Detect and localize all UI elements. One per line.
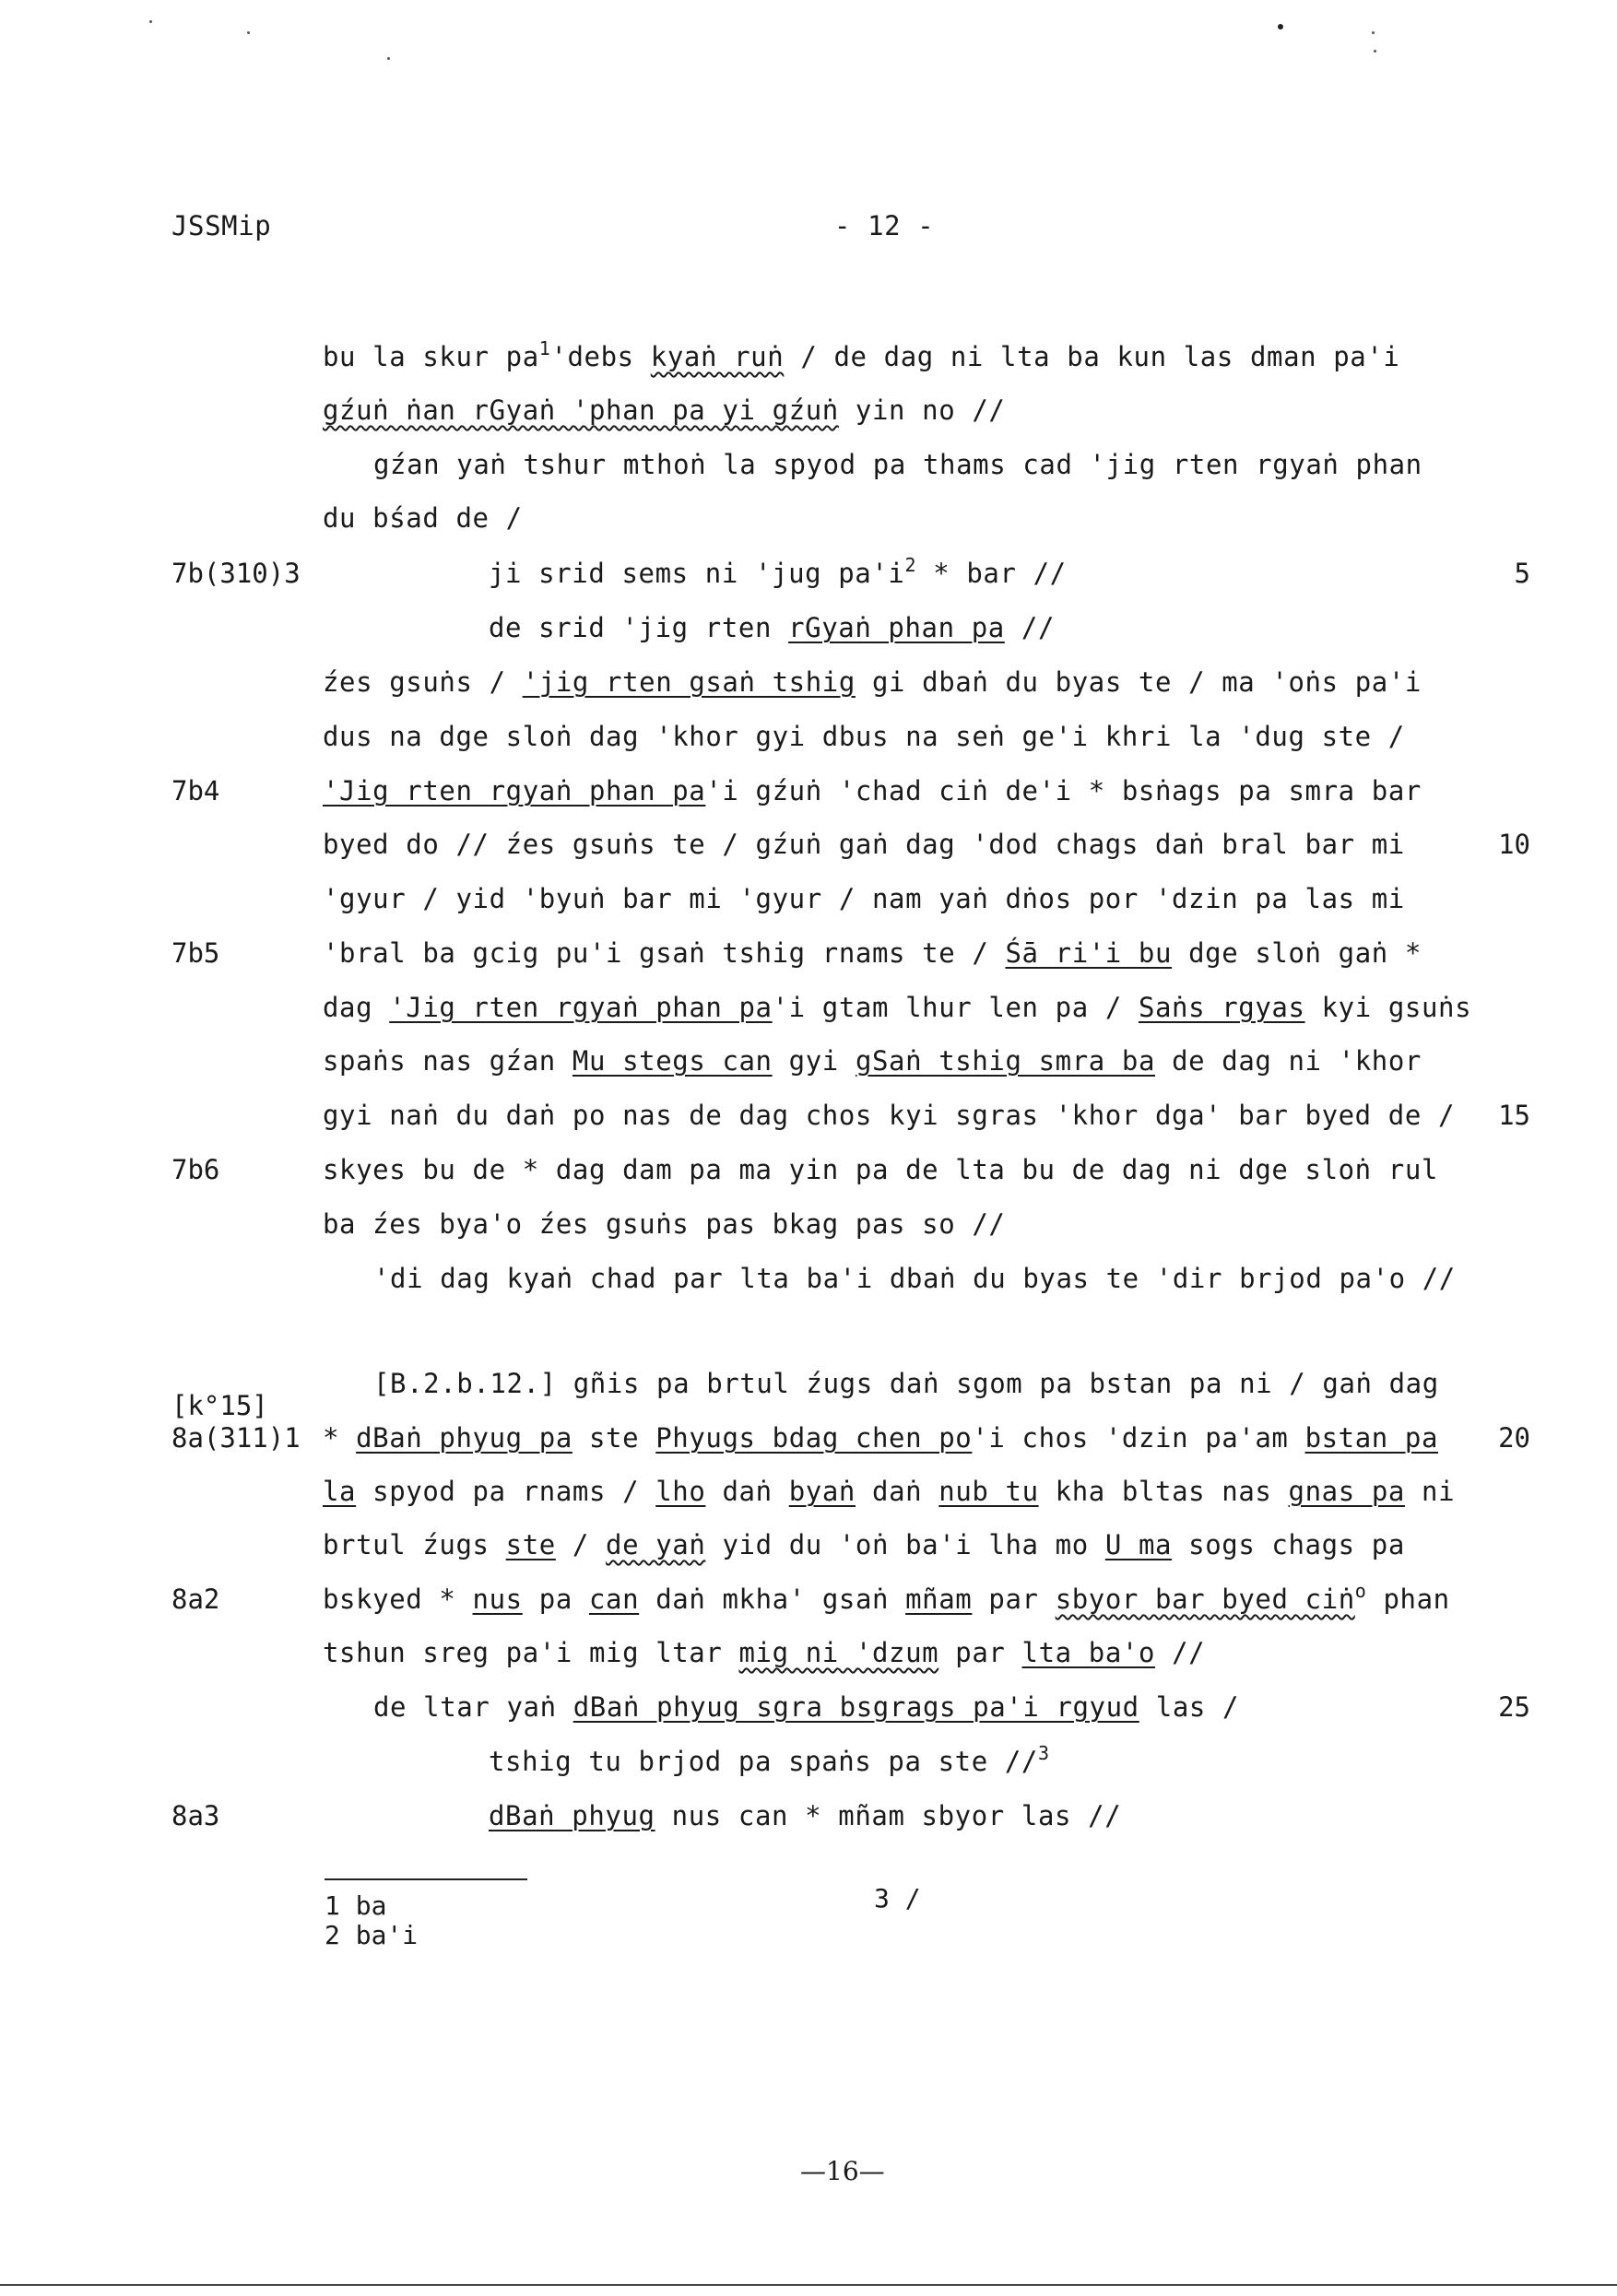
text-segment: de srid 'jig rten	[489, 612, 789, 643]
underlined-term: la	[323, 1476, 357, 1507]
text-segment: las /	[1139, 1691, 1240, 1723]
footnote-continuation: 3 /	[874, 1883, 921, 1913]
footnote-2: 2 ba'i	[325, 1920, 419, 1950]
text-segment: bskyed *	[323, 1584, 473, 1615]
text-line	[323, 1100, 1455, 1131]
text-segment: yin no //	[838, 394, 1006, 426]
text-line	[489, 554, 1067, 589]
underlined-term: can	[588, 1584, 640, 1615]
text-segment: gyi	[772, 1045, 856, 1077]
text-line	[323, 1637, 1205, 1668]
text-line	[489, 1742, 1050, 1777]
text-line	[373, 1263, 1456, 1294]
line-number: 25	[1498, 1691, 1530, 1723]
underlined-term: lho	[655, 1476, 706, 1507]
text-line	[373, 1691, 1239, 1723]
text-line	[323, 721, 1405, 752]
text-line	[323, 1580, 1450, 1615]
underlined-term: lta ba'o	[1021, 1637, 1156, 1668]
text-line	[323, 1154, 1438, 1185]
scan-speck	[247, 31, 250, 34]
text-segment: 'bral ba gcig pu'i gsaṅ tshig rnams te /	[323, 937, 1006, 969]
folio-reference: 7b5	[171, 937, 220, 969]
underlined-term: sbyor bar byed ciṅ	[1055, 1584, 1355, 1615]
underlined-term: de yaṅ	[606, 1529, 706, 1560]
text-segment: spyod pa rnams /	[356, 1476, 656, 1507]
folio-reference: 7b6	[171, 1154, 220, 1185]
text-segment: du bśad de /	[323, 502, 523, 534]
text-segment: 'gyur / yid 'byuṅ bar mi 'gyur / nam yaṅ dṅos por 'dzin pa las mi	[323, 883, 1405, 914]
text-segment: skyes bu de * dag dam pa ma yin pa de lta bu de dag ni dge sloṅ rul	[323, 1154, 1438, 1185]
line-number: 10	[1498, 829, 1530, 860]
underlined-term: 'Jig rten rgyaṅ phan pa	[389, 992, 773, 1023]
text-line	[489, 612, 1055, 643]
text-line	[323, 775, 1422, 807]
scan-speck	[1278, 24, 1283, 29]
folio-reference: 8a3	[171, 1800, 220, 1831]
text-segment: [B.2.b.12.] gñis pa brtul źugs daṅ sgom pa bstan pa ni / gaṅ dag	[373, 1368, 1439, 1399]
text-line	[323, 937, 1422, 969]
page-number: - 12 -	[834, 210, 935, 241]
underlined-term: ste	[505, 1529, 556, 1560]
folio-reference: 8a2	[171, 1584, 220, 1615]
text-line	[323, 992, 1471, 1023]
text-segment: daṅ mkha' gsaṅ	[639, 1584, 906, 1615]
text-line	[323, 394, 1005, 426]
underlined-term: nus	[472, 1584, 523, 1615]
footnote-1: 1 ba	[325, 1890, 387, 1921]
text-line	[323, 1476, 1455, 1507]
text-segment: ba źes bya'o źes gsuṅs pas bkag pas so //	[323, 1208, 1006, 1240]
footnote-marker: 1	[538, 337, 551, 359]
text-line	[323, 1045, 1422, 1077]
text-segment: par	[972, 1584, 1056, 1615]
underlined-term: gnas pa	[1288, 1476, 1405, 1507]
scan-speck	[149, 20, 152, 23]
text-segment: kyi gsuṅs	[1304, 992, 1472, 1023]
underlined-term: dBaṅ phyug	[489, 1800, 655, 1831]
text-segment: dus na dge sloṅ dag 'khor gyi dbus na seṅ ge'i khri la 'dug ste /	[323, 721, 1405, 752]
underlined-term: dBaṅ phyug sgra bsgrags pa'i rgyud	[572, 1691, 1139, 1723]
text-segment: yid du 'oṅ ba'i lha mo	[705, 1529, 1105, 1560]
underlined-term: U ma	[1104, 1529, 1173, 1560]
text-line	[323, 1529, 1405, 1560]
text-segment: nus can * mñam sbyor las //	[655, 1800, 1122, 1831]
text-segment: gźan yaṅ tshur mthoṅ la spyod pa thams cad 'jig rten rgyaṅ phan	[373, 449, 1422, 480]
text-segment: ste	[572, 1422, 656, 1454]
text-segment: dge sloṅ gaṅ *	[1172, 937, 1422, 969]
footnote-marker: 3	[1037, 1742, 1050, 1764]
underlined-term: 'Jig rten rgyaṅ phan pa	[323, 775, 706, 807]
underlined-term: Mu stegs can	[572, 1045, 773, 1077]
running-head: JSSMip	[171, 210, 272, 241]
underlined-term: byaṅ	[788, 1476, 856, 1507]
text-segment: par	[938, 1637, 1022, 1668]
text-line	[323, 666, 1422, 698]
underlined-term: bstan pa	[1304, 1422, 1439, 1454]
text-segment: 'di dag kyaṅ chad par lta ba'i dbaṅ du byas te 'dir brjod pa'o //	[373, 1263, 1456, 1294]
underlined-term: kyaṅ ruṅ	[650, 341, 785, 372]
underlined-term: 'jig rten gsaṅ tshig	[522, 666, 856, 698]
underlined-term: Saṅs rgyas	[1138, 992, 1305, 1023]
text-segment: tshig tu brjod pa spaṅs pa ste //	[489, 1746, 1038, 1777]
underlined-term: gSaṅ tshig smra ba	[855, 1045, 1156, 1077]
underlined-term: rGyaṅ phan pa	[788, 612, 1005, 643]
line-number: 20	[1498, 1422, 1530, 1454]
text-segment: daṅ	[855, 1476, 939, 1507]
text-segment: de ltar yaṅ	[373, 1691, 573, 1723]
text-segment: *	[323, 1422, 357, 1454]
text-segment: sogs chags pa	[1172, 1529, 1405, 1560]
text-line	[323, 337, 1400, 372]
text-segment: //	[1004, 612, 1056, 643]
folio-reference: 7b4	[171, 775, 220, 807]
text-segment: 'i gtam lhur len pa /	[772, 992, 1139, 1023]
underlined-term: nub tu	[938, 1476, 1039, 1507]
folio-reference: 8a(311)1	[171, 1422, 301, 1454]
underlined-term: mig ni 'dzum	[738, 1637, 939, 1668]
text-segment: de dag ni 'khor	[1155, 1045, 1422, 1077]
scan-speck	[1372, 31, 1375, 34]
folio-reference: [k°15]	[171, 1390, 268, 1421]
underlined-term: dBaṅ phyug pa	[356, 1422, 572, 1454]
text-segment: źes gsuṅs /	[323, 666, 523, 698]
text-segment: /	[555, 1529, 607, 1560]
text-segment: tshun sreg pa'i mig ltar	[323, 1637, 739, 1668]
text-segment: pa	[522, 1584, 589, 1615]
text-segment: ni	[1404, 1476, 1456, 1507]
text-segment: phan	[1366, 1584, 1450, 1615]
underlined-term: Phyugs bdag chen po	[655, 1422, 973, 1454]
text-line	[323, 1422, 1438, 1454]
text-segment: dag	[323, 992, 390, 1023]
footnote-rule	[325, 1878, 527, 1880]
page-footer: —16—	[800, 2156, 885, 2186]
text-segment: brtul źugs	[323, 1529, 506, 1560]
text-line	[323, 1208, 1005, 1240]
text-segment: ji srid sems ni 'jug pa'i	[489, 558, 905, 589]
text-line	[323, 883, 1405, 914]
scan-edge-line	[0, 2284, 1617, 2286]
text-segment: gyi naṅ du daṅ po nas de dag chos kyi sgras 'khor dga' bar byed de /	[323, 1100, 1456, 1131]
underlined-term: mñam	[905, 1584, 973, 1615]
folio-reference: 7b(310)3	[171, 558, 301, 589]
underlined-term: gźuṅ ṅan rGyaṅ 'phan pa yi gźuṅ	[323, 394, 839, 426]
text-segment: kha bltas nas	[1038, 1476, 1289, 1507]
text-line	[323, 829, 1405, 860]
scan-speck	[1374, 50, 1376, 53]
underlined-term: Śā ri'i bu	[1005, 937, 1173, 969]
line-number: 15	[1498, 1100, 1530, 1131]
text-segment: 'i chos 'dzin pa'am	[972, 1422, 1305, 1454]
footnote-marker: 2	[904, 554, 917, 576]
text-segment: bu la skur pa	[323, 341, 539, 372]
text-segment: gi dbaṅ du byas te / ma 'oṅs pa'i	[855, 666, 1422, 698]
text-segment: * bar //	[916, 558, 1067, 589]
scan-speck	[387, 57, 390, 60]
text-line	[373, 449, 1422, 480]
text-segment: daṅ	[705, 1476, 789, 1507]
text-line	[373, 1368, 1439, 1399]
footnote-marker: o	[1354, 1580, 1367, 1602]
text-segment: 'debs	[550, 341, 651, 372]
text-line	[489, 1800, 1121, 1831]
text-segment: //	[1155, 1637, 1206, 1668]
text-segment: / de dag ni lta ba kun las dman pa'i	[784, 341, 1400, 372]
text-segment: byed do // źes gsuṅs te / gźuṅ gaṅ dag 'dod chags daṅ bral bar mi	[323, 829, 1405, 860]
text-segment: 'i gźuṅ 'chad ciṅ de'i * bsṅags pa smra bar	[705, 775, 1422, 807]
text-segment: spaṅs nas gźan	[323, 1045, 572, 1077]
line-number: 5	[1514, 558, 1530, 589]
text-line	[323, 502, 523, 534]
